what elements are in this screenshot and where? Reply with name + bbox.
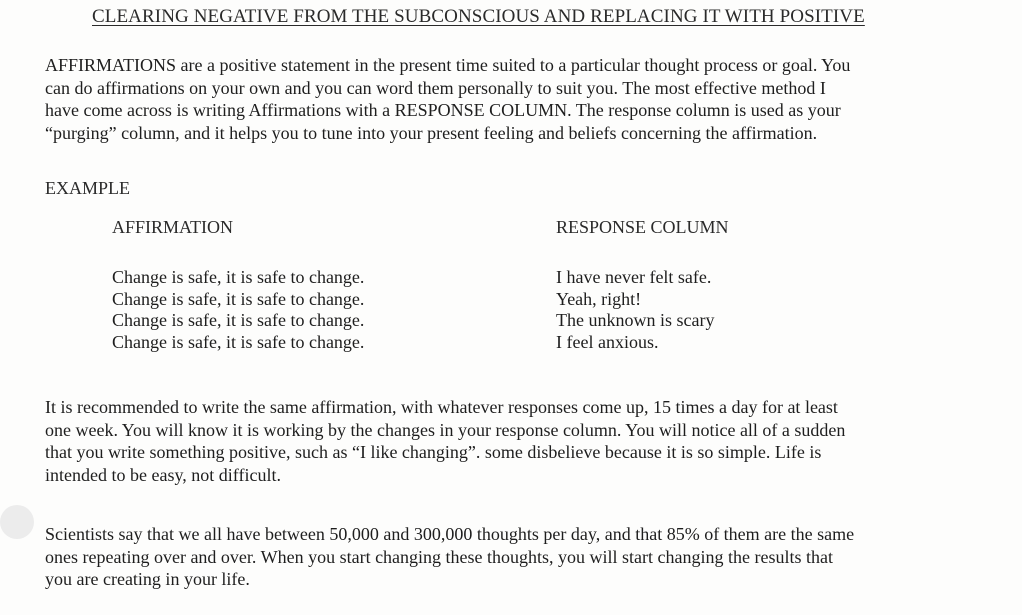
response-column xyxy=(556,267,714,353)
scan-smudge xyxy=(0,505,34,539)
affirmation-item: Change is safe, it is safe to change. xyxy=(112,267,365,287)
page-title: CLEARING NEGATIVE FROM THE SUBCONSCIOUS AND REPLACING IT WITH POSITIVE xyxy=(92,6,865,27)
intro-line: can do affirmations on your own and you can word them personally to suit you. The most effective method I xyxy=(45,77,826,98)
recommendation-paragraph xyxy=(45,396,995,486)
recommendation-line: one week. You will know it is working by the changes in your response column. You will notice all of a sudden xyxy=(45,419,846,440)
intro-line: “purging” column, and it helps you to tune into your present feeling and beliefs concerning the affirmation. xyxy=(45,122,818,143)
example-label: EXAMPLE xyxy=(45,178,130,198)
response-item: Yeah, right! xyxy=(556,288,642,309)
scientists-line: Scientists say that we all have between 50,000 and 300,000 thoughts per day, and that 85% of them are the same xyxy=(45,524,855,544)
response-item: I feel anxious. xyxy=(556,331,659,352)
scientists-line: you are creating in your life. xyxy=(45,569,250,589)
intro-line: have come across is writing Affirmations with a RESPONSE COLUMN. The response column is used as your xyxy=(45,100,841,120)
affirmation-item: Change is safe, it is safe to change. xyxy=(112,310,365,330)
scientists-paragraph xyxy=(45,523,995,591)
affirmation-column-header: AFFIRMATION xyxy=(112,217,234,237)
intro-line: AFFIRMATIONS are a positive statement in the present time suited to a particular thought process or goal. You xyxy=(45,55,851,75)
recommendation-line: It is recommended to write the same affirmation, with whatever responses come up, 15 times a day for at least xyxy=(45,397,838,417)
recommendation-line: that you write something positive, such as “I like changing”. some disbelieve because it is so simple. Life is xyxy=(45,442,822,462)
response-item: I have never felt safe. xyxy=(556,267,712,287)
affirmation-column xyxy=(112,267,364,353)
intro-paragraph xyxy=(45,54,995,144)
response-item: The unknown is scary xyxy=(556,310,715,330)
affirmation-item: Change is safe, it is safe to change. xyxy=(112,288,365,309)
recommendation-line: intended to be easy, not difficult. xyxy=(45,464,281,485)
affirmation-item: Change is safe, it is safe to change. xyxy=(112,331,365,352)
scientists-line: ones repeating over and over. When you start changing these thoughts, you will start changing the results that xyxy=(45,546,833,567)
response-column-header: RESPONSE COLUMN xyxy=(556,217,729,237)
